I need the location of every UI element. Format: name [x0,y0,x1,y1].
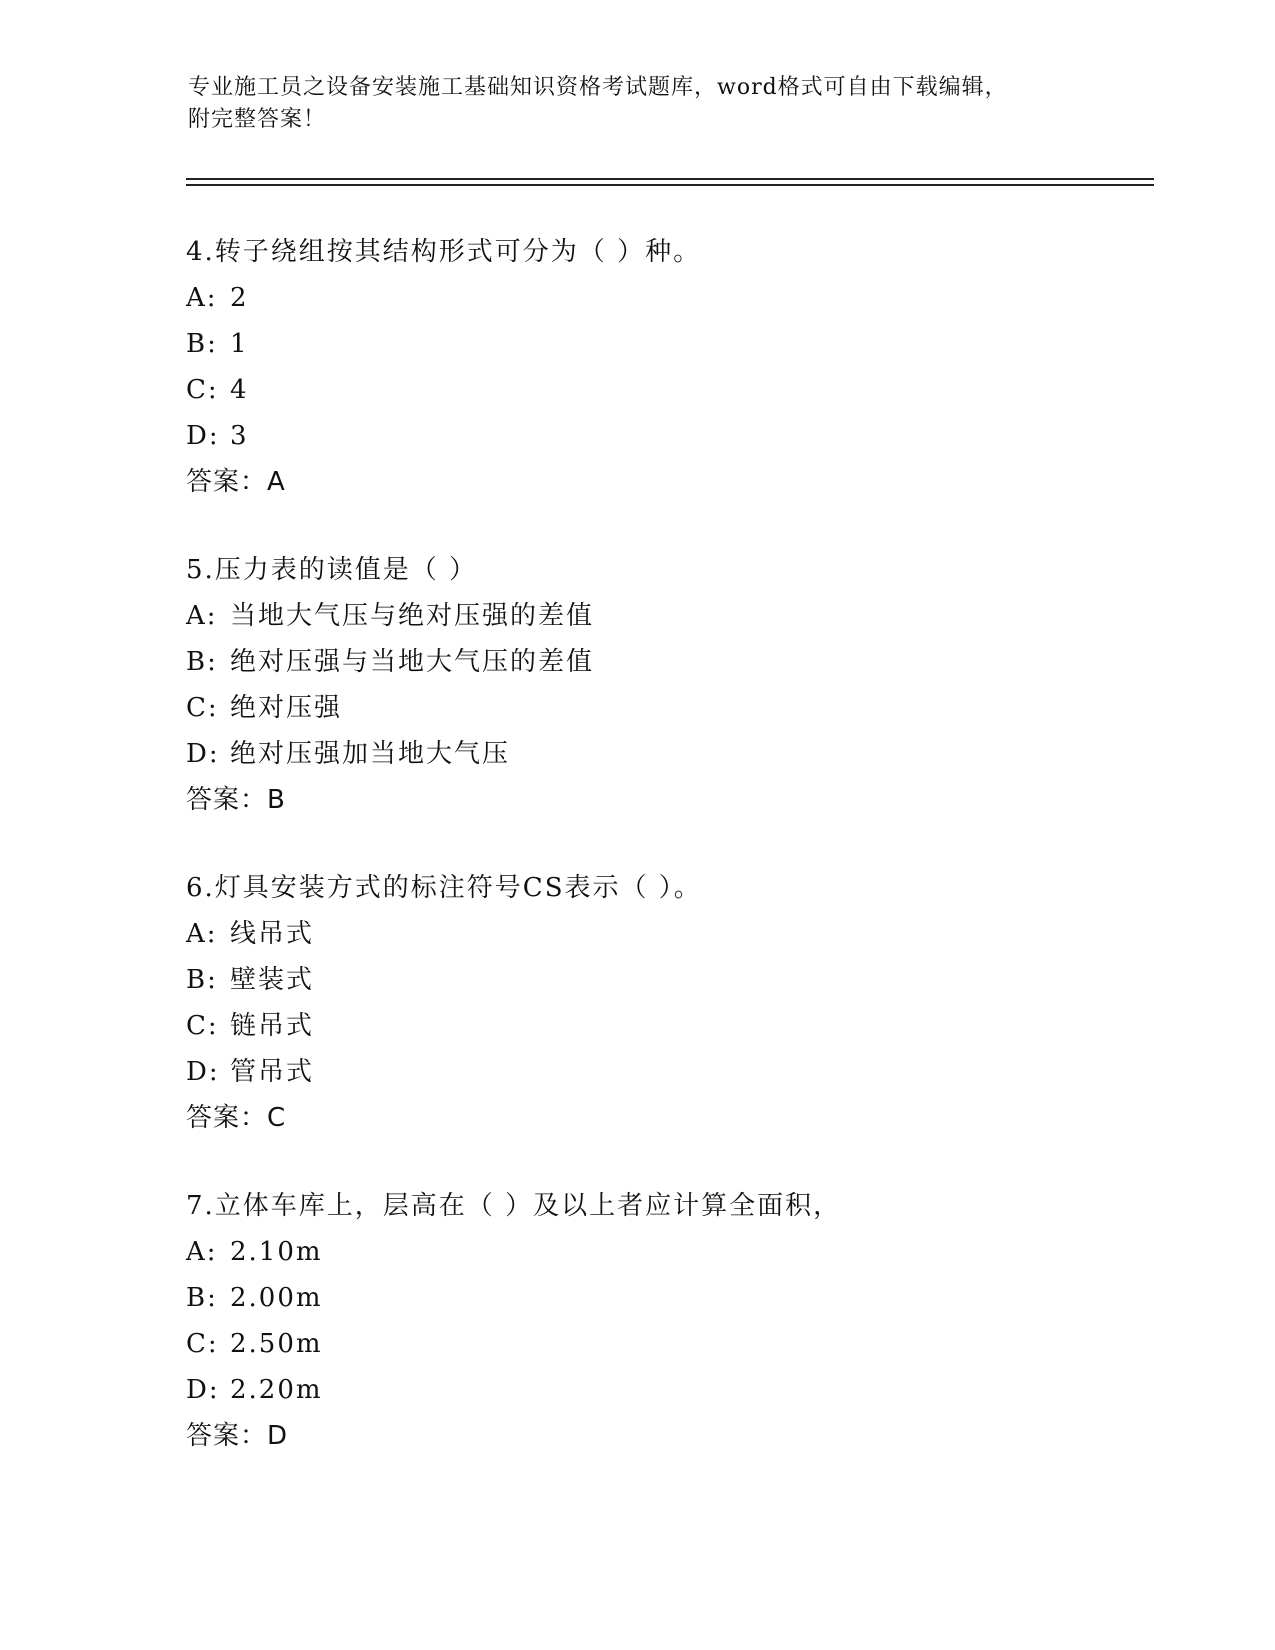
option-text: 4 [230,375,249,405]
option-key: B: [186,1283,218,1313]
option-text: 2.50m [230,1329,323,1359]
option-text: 2 [230,283,249,313]
option-text: 2.20m [230,1375,323,1405]
option-d [186,1049,1146,1095]
option-a [186,911,1146,957]
question-block [186,866,1146,1141]
option-key: D: [186,421,220,451]
option-c [186,367,1146,413]
header-line-2: 附完整答案！ [188,107,327,132]
option-key: A: [186,283,218,313]
option-key: A: [186,601,218,631]
option-key: D: [186,739,220,769]
question-block [186,548,1146,823]
option-text: 绝对压强加当地大气压 [230,739,511,769]
option-b [186,639,1146,685]
question-stem: 5.压力表的读值是（ ） [186,555,478,585]
option-text: 链吊式 [230,1011,315,1041]
option-key: D: [186,1375,220,1405]
option-c [186,685,1146,731]
option-b [186,321,1146,367]
option-text: 绝对压强 [230,693,343,723]
header-divider-bottom [186,184,1154,186]
option-key: A: [186,1237,218,1267]
answer-line: 答案：C [186,1103,287,1133]
option-text: 2.00m [230,1283,323,1313]
answer-line: 答案：A [186,467,286,497]
option-key: B: [186,647,218,677]
header-line-1: 专业施工员之设备安装施工基础知识资格考试题库，word格式可自由下载编辑， [188,75,1008,100]
option-d [186,413,1146,459]
option-text: 2.10m [230,1237,323,1267]
option-text: 绝对压强与当地大气压的差值 [230,647,595,677]
option-text: 管吊式 [230,1057,315,1087]
header-divider-top [186,178,1154,180]
question-block [186,230,1146,505]
answer-line: 答案：B [186,785,286,815]
question-stem: 7.立体车库上，层高在（ ）及以上者应计算全面积， [186,1191,842,1221]
option-b [186,1275,1146,1321]
option-key: B: [186,329,218,359]
option-text: 3 [230,421,249,451]
option-a [186,275,1146,321]
option-b [186,957,1146,1003]
option-d [186,731,1146,777]
question-block [186,1184,1146,1459]
option-key: A: [186,919,218,949]
option-key: C: [186,1329,219,1359]
option-key: D: [186,1057,220,1087]
option-key: C: [186,693,219,723]
option-text: 当地大气压与绝对压强的差值 [230,601,595,631]
option-text: 1 [230,329,249,359]
option-text: 线吊式 [230,919,315,949]
option-a [186,593,1146,639]
answer-line: 答案：D [186,1421,289,1451]
option-key: C: [186,375,219,405]
option-c [186,1003,1146,1049]
document-header [188,72,1088,136]
option-d [186,1367,1146,1413]
option-c [186,1321,1146,1367]
question-stem: 6.灯具安装方式的标注符号CS表示（ ）。 [186,873,702,903]
option-a [186,1229,1146,1275]
question-stem: 4.转子绕组按其结构形式可分为（ ）种。 [186,237,702,267]
option-key: C: [186,1011,219,1041]
option-text: 壁装式 [230,965,315,995]
option-key: B: [186,965,218,995]
